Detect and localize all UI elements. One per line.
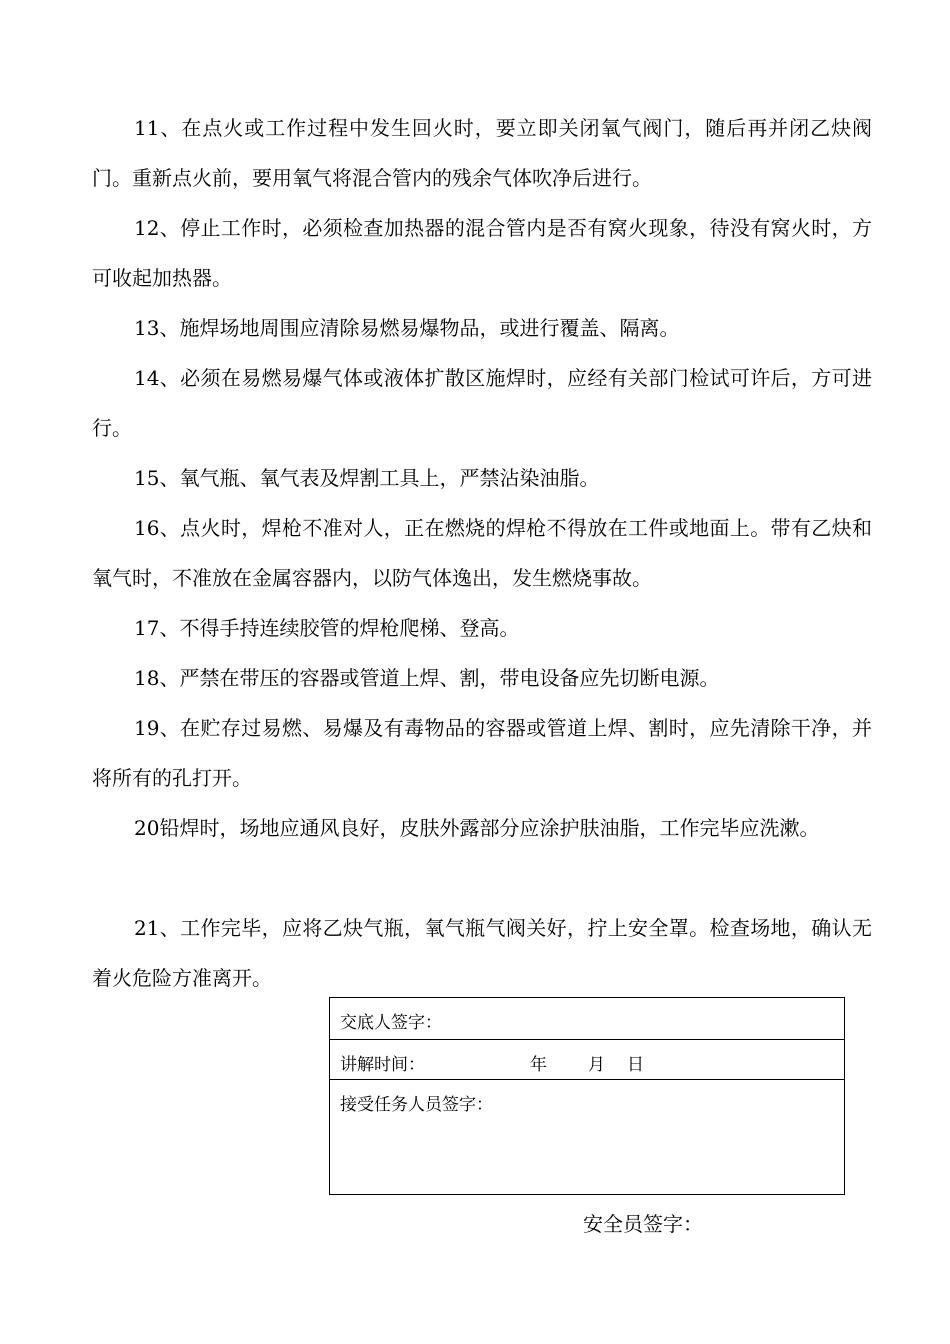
- year-label: 年: [530, 1055, 547, 1075]
- rule-paragraph-15: 15、氧气瓶、氧气表及焊割工具上，严禁沾染油脂。: [134, 466, 600, 490]
- explain-time-label: 讲解时间：: [340, 1055, 425, 1075]
- handover-row: [330, 998, 844, 1040]
- rule-paragraph-14: 14、必须在易燃易爆气体或液体扩散区施焊时，应经有关部门检试可许后，方可进行。: [92, 366, 872, 440]
- receivers-row: [330, 1080, 844, 1195]
- day-label: 日: [627, 1055, 644, 1075]
- rule-paragraph-11: 11、在点火或工作过程中发生回火时，要立即关闭氧气阀门，随后再并闭乙炔阀门。重新点火前，要用氧气将混合管内的残余气体吹净后进行。: [92, 116, 872, 190]
- rule-paragraph-13: 13、施焊场地周围应清除易燃易爆物品，或进行覆盖、隔离。: [134, 316, 680, 340]
- handover-signature-label: 交底人签字：: [340, 1013, 442, 1033]
- rule-paragraph-20: 20铅焊时，场地应通风良好，皮肤外露部分应涂护肤油脂，工作完毕应洗漱。: [134, 816, 820, 840]
- receivers-signature-label: 接受任务人员签字：: [340, 1095, 493, 1115]
- rule-paragraph-12: 12、停止工作时，必须检查加热器的混合管内是否有窝火现象，待没有窝火时，方可收起加热器。: [92, 216, 872, 290]
- month-label: 月: [588, 1055, 605, 1075]
- rule-paragraph-17: 17、不得手持连续胶管的焊枪爬梯、登高。: [134, 616, 520, 640]
- rule-paragraph-21: 21、工作完毕，应将乙炔气瓶，氧气瓶气阀关好，拧上安全罩。检查场地，确认无着火危险方准离开。: [92, 916, 872, 990]
- rule-paragraph-16: 16、点火时，焊枪不准对人，正在燃烧的焊枪不得放在工件或地面上。带有乙炔和氧气时，不准放在金属容器内，以防气体逸出，发生燃烧事故。: [92, 516, 872, 590]
- explain-time-row: [330, 1040, 844, 1080]
- rule-paragraph-18: 18、严禁在带压的容器或管道上焊、割，带电设备应先切断电源。: [134, 666, 720, 690]
- rule-paragraph-19: 19、在贮存过易燃、易爆及有毒物品的容器或管道上焊、割时，应先清除干净，并将所有的孔打开。: [92, 716, 872, 790]
- safety-officer-signature-label: 安全员签字：: [583, 1212, 703, 1236]
- signature-table: [329, 997, 845, 1195]
